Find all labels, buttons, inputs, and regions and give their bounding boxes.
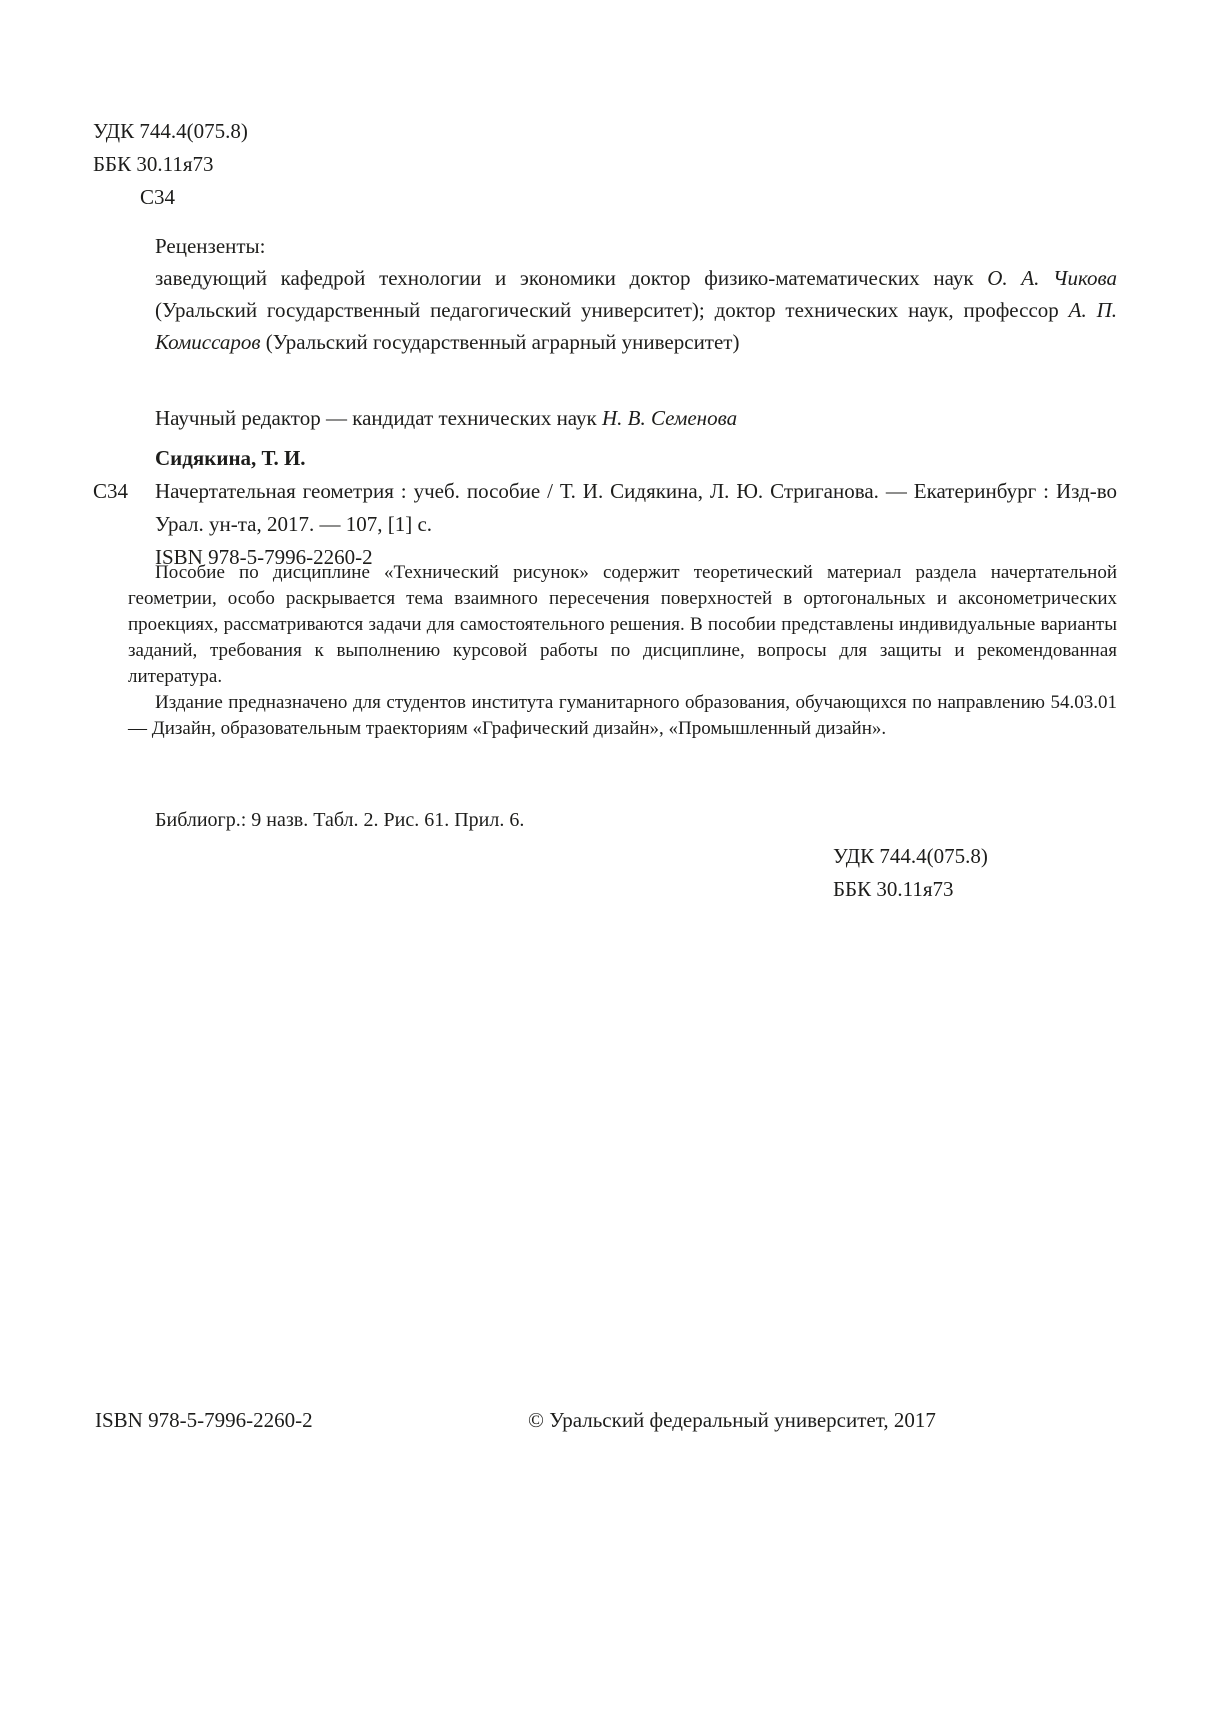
reviewers-block <box>155 230 1117 358</box>
author-sign-entry: С34 <box>93 479 129 503</box>
bbk-code-top: ББК 30.11я73 <box>93 152 214 176</box>
reviewers-text-2: (Уральский государственный педагогический университет); доктор технических наук, профессор <box>155 298 1069 322</box>
annotation-block <box>128 560 1117 742</box>
catalog-entry-wrap <box>93 475 1117 541</box>
reviewers-text-3: (Уральский государственный аграрный университет) <box>260 330 740 354</box>
udk-code-top: УДК 744.4(075.8) <box>93 119 248 143</box>
catalog-entry: Начертательная геометрия : учеб. пособие / Т. И. Сидякина, Л. Ю. Стриганова. — Екатеринбург : Изд-во Урал. ун-та, 2017. — 107, [1] с. <box>155 479 1117 536</box>
editor-text: Научный редактор — кандидат технических наук <box>155 406 603 430</box>
udk-code-bottom: УДК 744.4(075.8) <box>833 844 988 868</box>
editor-line <box>155 402 737 434</box>
bibliography-note: Библиогр.: 9 назв. Табл. 2. Рис. 61. Прил. 6. <box>155 809 525 831</box>
reviewers-paragraph <box>155 262 1117 358</box>
classification-codes-bottom <box>833 840 988 906</box>
footer-copyright: © Уральский федеральный университет, 2017 <box>528 1408 936 1432</box>
reviewers-text-1: заведующий кафедрой технологии и экономики доктор физико-математических наук <box>155 266 988 290</box>
classification-codes-top <box>93 115 248 214</box>
catalog-isbn: ISBN 978-5-7996-2260-2 <box>155 545 373 569</box>
annotation-paragraph-2: Издание предназначено для студентов института гуманитарного образования, обучающихся по направлению 54.03.01 — Дизайн, образовательным траекториям «Графический дизайн», «Промышленный дизайн». <box>128 692 1117 739</box>
footer-isbn: ISBN 978-5-7996-2260-2 <box>95 1408 313 1432</box>
editor-name: Н. В. Семенова <box>602 406 738 430</box>
annotation-paragraph-1: Пособие по дисциплине «Технический рисунок» содержит теоретический материал раздела начертательной геометрии, особо раскрывается тема взаимного пересечения поверхностей в ортогональных и аксонометрических проекциях, рассматриваются задачи для самостоятельного решения. В пособии представлены индивидуальные варианты заданий, требования к выполнению курсовой работы по дисциплине, вопросы для защиты и рекомендованная литература. <box>128 562 1117 687</box>
bbk-code-bottom: ББК 30.11я73 <box>833 877 954 901</box>
author-sign-top: С34 <box>140 185 176 209</box>
catalog-author: Сидякина, Т. И. <box>155 446 306 470</box>
reviewers-heading: Рецензенты: <box>155 234 266 258</box>
reviewer-name-1: О. А. Чикова <box>987 266 1117 290</box>
reviewer-name-2: А. П. Комиссаров <box>155 298 1117 354</box>
